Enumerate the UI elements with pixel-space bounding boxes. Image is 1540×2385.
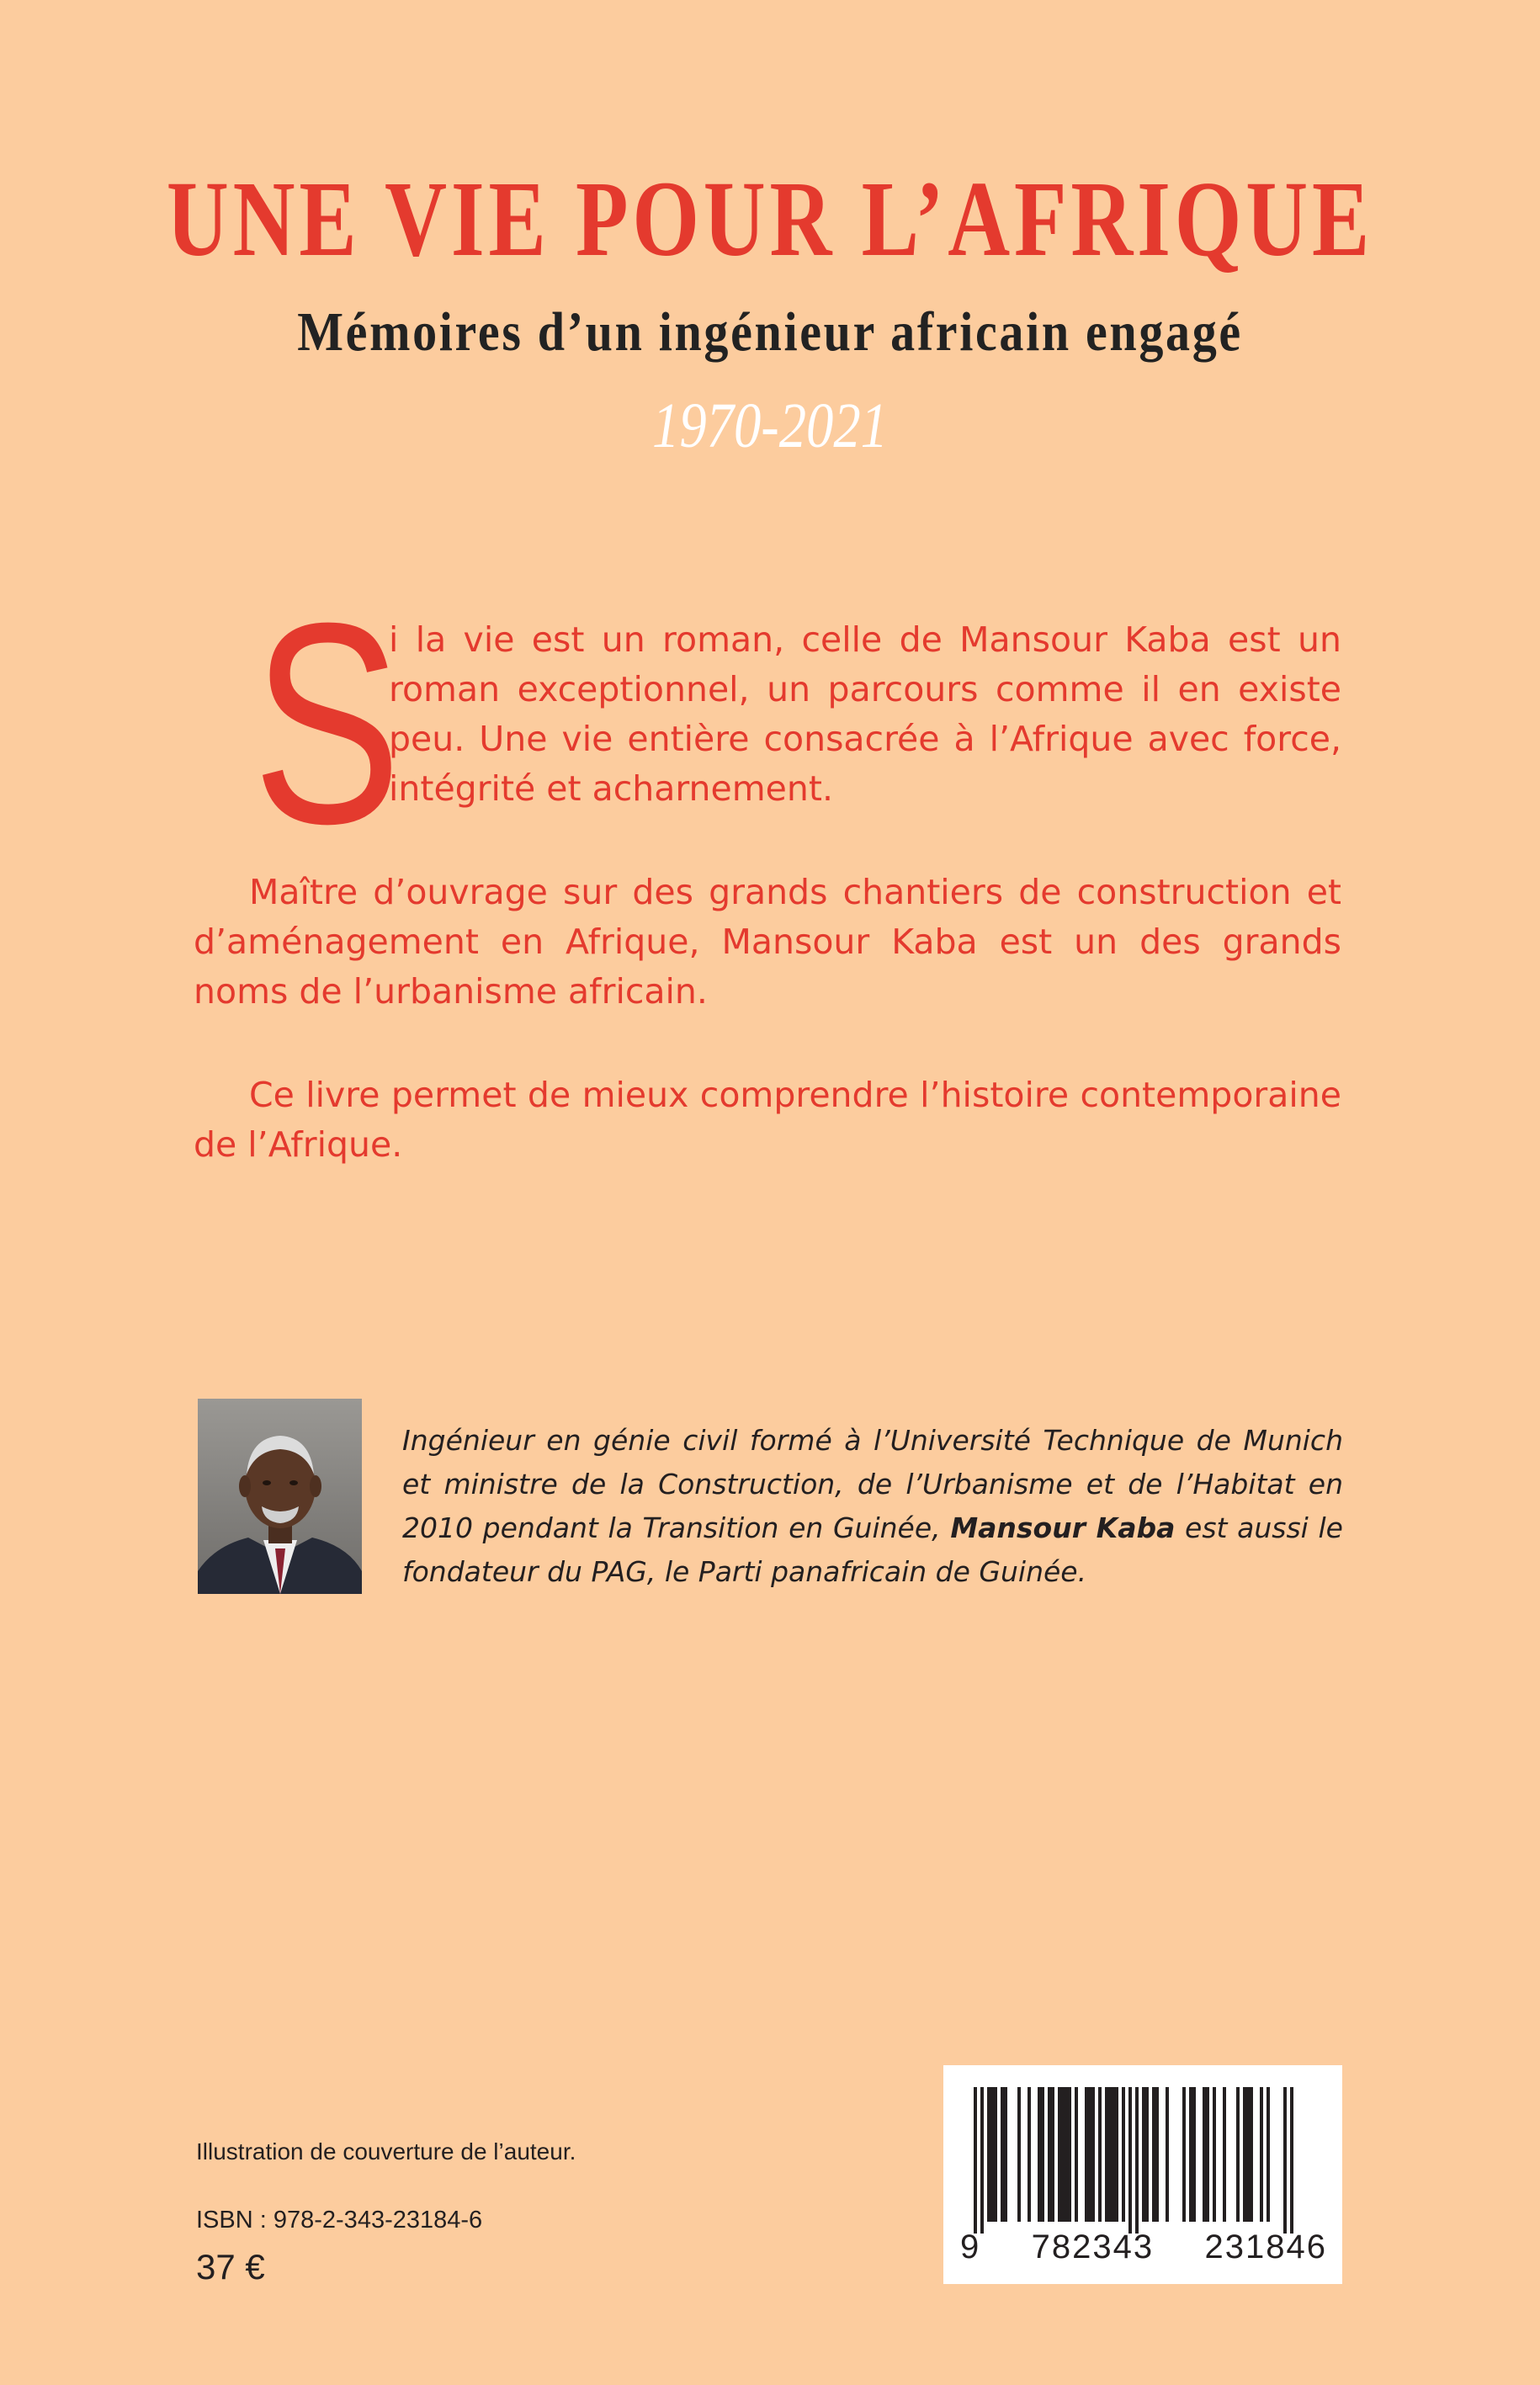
barcode-bar	[1192, 2087, 1196, 2222]
barcode-bar	[1122, 2087, 1125, 2222]
blurb-paragraph-1: i la vie est un roman, celle de Mansour Kaba est un roman exceptionnel, un parcours comme il en existe peu. Une vie entière consacrée à l’Afrique avec force, intégrité et acharnement.	[389, 619, 1341, 809]
barcode-bar	[1135, 2087, 1139, 2234]
barcode-bar	[980, 2087, 984, 2234]
barcode-bar	[974, 2087, 977, 2234]
barcode-bar	[1108, 2087, 1112, 2222]
barcode-bar	[1048, 2087, 1051, 2222]
barcode-bar	[1223, 2087, 1226, 2222]
barcode-bar	[1236, 2087, 1240, 2222]
barcode-bar	[1283, 2087, 1287, 2234]
book-subtitle: Mémoires d’un ingénieur africain engagé	[297, 301, 1243, 363]
barcode-bar	[1105, 2087, 1108, 2222]
barcode-bar	[1128, 2087, 1132, 2234]
barcode-bar	[1091, 2087, 1095, 2222]
barcode-bar	[1001, 2087, 1004, 2222]
barcode-bar	[1061, 2087, 1065, 2222]
author-portrait-graphic	[198, 1399, 362, 1594]
barcode-bar	[1088, 2087, 1091, 2222]
barcode-bar	[1155, 2087, 1159, 2222]
barcode-bar	[1267, 2087, 1270, 2222]
blurb-paragraph-3: Ce livre permet de mieux comprendre l’histoire contemporaine de l’Afrique.	[194, 1075, 1341, 1165]
barcode-bar	[1085, 2087, 1088, 2222]
barcode-bar	[994, 2087, 997, 2222]
barcode-bar	[990, 2087, 994, 2222]
barcode-bar	[1115, 2087, 1118, 2222]
barcode-bar	[1058, 2087, 1061, 2222]
barcode-bar	[1075, 2087, 1078, 2222]
barcode-bar	[1145, 2087, 1149, 2222]
barcode-bar	[1028, 2087, 1031, 2222]
author-bio-intro: Ingénieur en génie civil formé à l’Université Technique de Munich et ministre de la Construction, de l’Urbanisme et de l’Habitat en 2010 pendant la Transition en Guinée,	[402, 1424, 1343, 1544]
barcode-bar	[1065, 2087, 1068, 2222]
barcode-bar	[1243, 2087, 1246, 2222]
barcode-bar	[1017, 2087, 1021, 2222]
barcode-bar	[1213, 2087, 1216, 2222]
barcode-bar	[1203, 2087, 1206, 2222]
barcode-bar	[1004, 2087, 1007, 2222]
author-photo	[198, 1399, 362, 1594]
barcode-bar	[1290, 2087, 1293, 2234]
barcode-bar	[987, 2087, 990, 2222]
author-name: Mansour Kaba	[950, 1511, 1176, 1544]
book-title: UNE VIE POUR L’AFRIQUE	[166, 159, 1374, 279]
cover-credit: Illustration de couverture de l’auteur.	[196, 2138, 576, 2165]
barcode-bar	[1051, 2087, 1054, 2222]
barcode-bar	[1041, 2087, 1044, 2222]
barcode-bar	[1068, 2087, 1071, 2222]
barcode-bar	[1152, 2087, 1155, 2222]
barcode-first-digit: 9	[960, 2228, 981, 2265]
book-price: 37 €	[196, 2247, 265, 2287]
barcode-left-group: 782343	[1031, 2228, 1155, 2265]
barcode-bar	[1182, 2087, 1186, 2222]
barcode-bar	[1038, 2087, 1041, 2222]
barcode-bars	[943, 2065, 1342, 2234]
barcode-right-group: 231846	[1204, 2228, 1327, 2265]
barcode-bar	[1206, 2087, 1209, 2222]
barcode-bar	[1112, 2087, 1115, 2222]
isbn-number: ISBN : 978-2-343-23184-6	[196, 2207, 483, 2234]
barcode	[943, 2065, 1342, 2284]
drop-cap-letter: S	[252, 564, 401, 884]
author-bio-end: est aussi le fondateur du PAG, le Parti panafricain de Guinée.	[402, 1511, 1343, 1588]
barcode-bar	[1260, 2087, 1263, 2222]
book-years: 1970-2021	[652, 390, 888, 461]
barcode-bar	[1250, 2087, 1253, 2222]
blurb-paragraph-2: Maître d’ouvrage sur des grands chantiers de construction et d’aménagement en Afrique, Mansour Kaba est un des grands noms de l’urbanisme africain.	[194, 872, 1341, 1012]
author-bio	[402, 1419, 1343, 1594]
barcode-bar	[1142, 2087, 1145, 2222]
barcode-bar	[1189, 2087, 1192, 2222]
barcode-digits	[960, 2230, 1327, 2264]
barcode-bar	[1098, 2087, 1102, 2222]
barcode-bar	[1166, 2087, 1169, 2222]
barcode-bar	[1246, 2087, 1250, 2222]
